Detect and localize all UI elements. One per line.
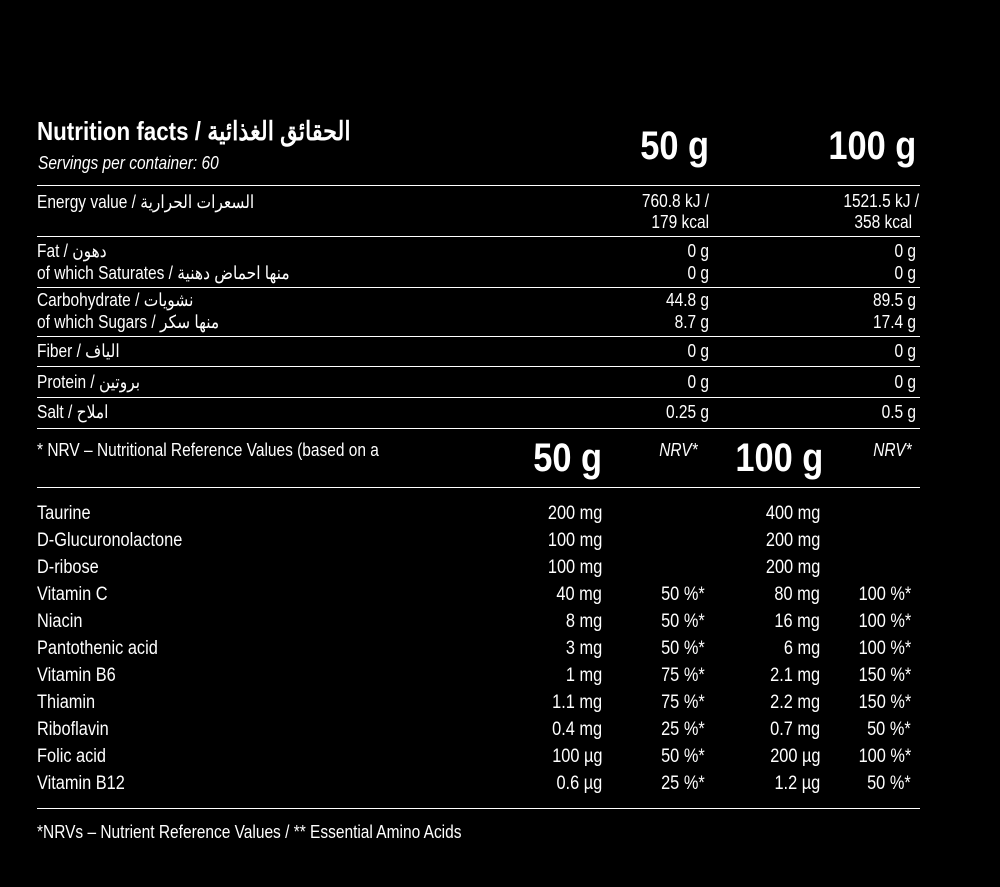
divider [37, 366, 920, 367]
micronutrient-name: Vitamin B12 [37, 773, 125, 794]
micronutrient-amount-50g: 8 mg [565, 611, 602, 632]
row-label-energy: Energy value / السعرات الحرارية [37, 192, 255, 212]
micronutrient-nrv-100g: 100 %* [858, 746, 911, 767]
micronutrient-nrv-100g: 150 %* [858, 665, 911, 686]
micronutrient-name: D-Glucuronolactone [37, 530, 183, 551]
row-label-fat: Fat / دهون [37, 241, 107, 261]
row-label-fiber: Fiber / الياف [37, 341, 120, 361]
micronutrient-amount-100g: 1.2 µg [774, 773, 820, 794]
micronutrient-amount-100g: 80 mg [774, 584, 820, 605]
micronutrient-name: Thiamin [37, 692, 96, 713]
micronutrient-nrv-50g: 50 %* [661, 611, 705, 632]
row-label-salt: Salt / املاح [37, 402, 109, 422]
row-label-carbohydrate: Carbohydrate / نشويات [37, 290, 194, 310]
divider [37, 236, 920, 237]
micronutrient-nrv-50g: 25 %* [661, 773, 705, 794]
row-label-protein: Protein / بروتين [37, 372, 141, 392]
value-protein-50g: 0 g [687, 372, 709, 392]
micronutrient-amount-100g: 200 mg [765, 557, 820, 578]
micronutrient-name: Folic acid [37, 746, 107, 767]
micronutrient-nrv-50g: 50 %* [661, 584, 705, 605]
divider [37, 428, 920, 429]
micronutrient-amount-50g: 100 mg [547, 530, 602, 551]
column-header-50g: 50 g [640, 124, 709, 168]
page-title: Nutrition facts / الحقائق الغذائية [37, 116, 351, 146]
value-energy-50g-kj: 760.8 kJ / [641, 191, 709, 211]
micronutrient-amount-100g: 200 µg [769, 746, 820, 767]
micronutrient-amount-100g: 2.2 mg [770, 692, 820, 713]
value-carbohydrate-50g: 44.8 g [665, 290, 709, 310]
divider [37, 287, 920, 288]
value-salt-100g: 0.5 g [881, 402, 916, 422]
micronutrient-header-100g: 100 g [735, 436, 823, 480]
micronutrient-amount-50g: 1.1 mg [552, 692, 602, 713]
value-protein-100g: 0 g [894, 372, 916, 392]
column-header-100g: 100 g [828, 124, 916, 168]
micronutrient-amount-50g: 200 mg [547, 503, 602, 524]
micronutrient-amount-50g: 0.4 mg [552, 719, 602, 740]
micronutrient-amount-100g: 2.1 mg [770, 665, 820, 686]
micronutrient-name: Vitamin B6 [37, 665, 116, 686]
divider [37, 808, 920, 809]
micronutrient-nrv-100g: 100 %* [858, 638, 911, 659]
value-saturates-100g: 0 g [894, 263, 916, 283]
value-sugars-50g: 8.7 g [674, 312, 709, 332]
micronutrient-name: Taurine [37, 503, 91, 524]
micronutrient-amount-100g: 16 mg [774, 611, 820, 632]
value-energy-100g-kj: 1521.5 kJ / [843, 191, 919, 211]
micronutrient-header-nrv-50g: NRV* [659, 440, 698, 460]
value-salt-50g: 0.25 g [665, 402, 709, 422]
micronutrient-amount-50g: 100 mg [547, 557, 602, 578]
micronutrient-amount-50g: 1 mg [565, 665, 602, 686]
micronutrient-amount-100g: 6 mg [783, 638, 820, 659]
value-carbohydrate-100g: 89.5 g [872, 290, 916, 310]
value-energy-50g-kcal: 179 kcal [651, 212, 709, 232]
divider [37, 397, 920, 398]
micronutrient-amount-100g: 400 mg [765, 503, 820, 524]
value-sugars-100g: 17.4 g [872, 312, 916, 332]
divider [37, 185, 920, 186]
value-fat-100g: 0 g [894, 241, 916, 261]
micronutrient-amount-50g: 100 µg [551, 746, 602, 767]
row-label-saturates: of which Saturates / منها احماض دهنية [37, 263, 290, 283]
micronutrient-amount-50g: 40 mg [556, 584, 602, 605]
micronutrient-amount-50g: 3 mg [565, 638, 602, 659]
value-fat-50g: 0 g [687, 241, 709, 261]
micronutrient-name: Vitamin C [37, 584, 108, 605]
micronutrient-name: Pantothenic acid [37, 638, 158, 659]
nrv-note: * NRV – Nutritional Reference Values (based on a [37, 440, 379, 460]
divider [37, 487, 920, 488]
micronutrient-nrv-100g: 50 %* [867, 719, 911, 740]
micronutrient-name: Niacin [37, 611, 83, 632]
micronutrient-nrv-100g: 100 %* [858, 611, 911, 632]
micronutrient-name: D-ribose [37, 557, 99, 578]
micronutrient-header-nrv-100g: NRV* [873, 440, 912, 460]
micronutrient-nrv-50g: 50 %* [661, 746, 705, 767]
micronutrient-amount-50g: 0.6 µg [556, 773, 602, 794]
servings-per-container: Servings per container: 60 [38, 153, 219, 173]
micronutrient-nrv-50g: 75 %* [661, 665, 705, 686]
micronutrient-amount-100g: 200 mg [765, 530, 820, 551]
value-saturates-50g: 0 g [687, 263, 709, 283]
micronutrient-name: Riboflavin [37, 719, 109, 740]
micronutrient-nrv-50g: 50 %* [661, 638, 705, 659]
divider [37, 336, 920, 337]
value-fiber-100g: 0 g [894, 341, 916, 361]
micronutrient-nrv-100g: 150 %* [858, 692, 911, 713]
row-label-sugars: of which Sugars / منها سكر [37, 312, 220, 332]
value-fiber-50g: 0 g [687, 341, 709, 361]
micronutrient-nrv-50g: 25 %* [661, 719, 705, 740]
footnote: *NRVs – Nutrient Reference Values / ** Essential Amino Acids [37, 822, 462, 842]
micronutrient-amount-100g: 0.7 mg [770, 719, 820, 740]
micronutrient-nrv-100g: 50 %* [867, 773, 911, 794]
micronutrient-nrv-100g: 100 %* [858, 584, 911, 605]
value-energy-100g-kcal: 358 kcal [854, 212, 912, 232]
micronutrient-header-50g: 50 g [533, 436, 602, 480]
micronutrient-nrv-50g: 75 %* [661, 692, 705, 713]
